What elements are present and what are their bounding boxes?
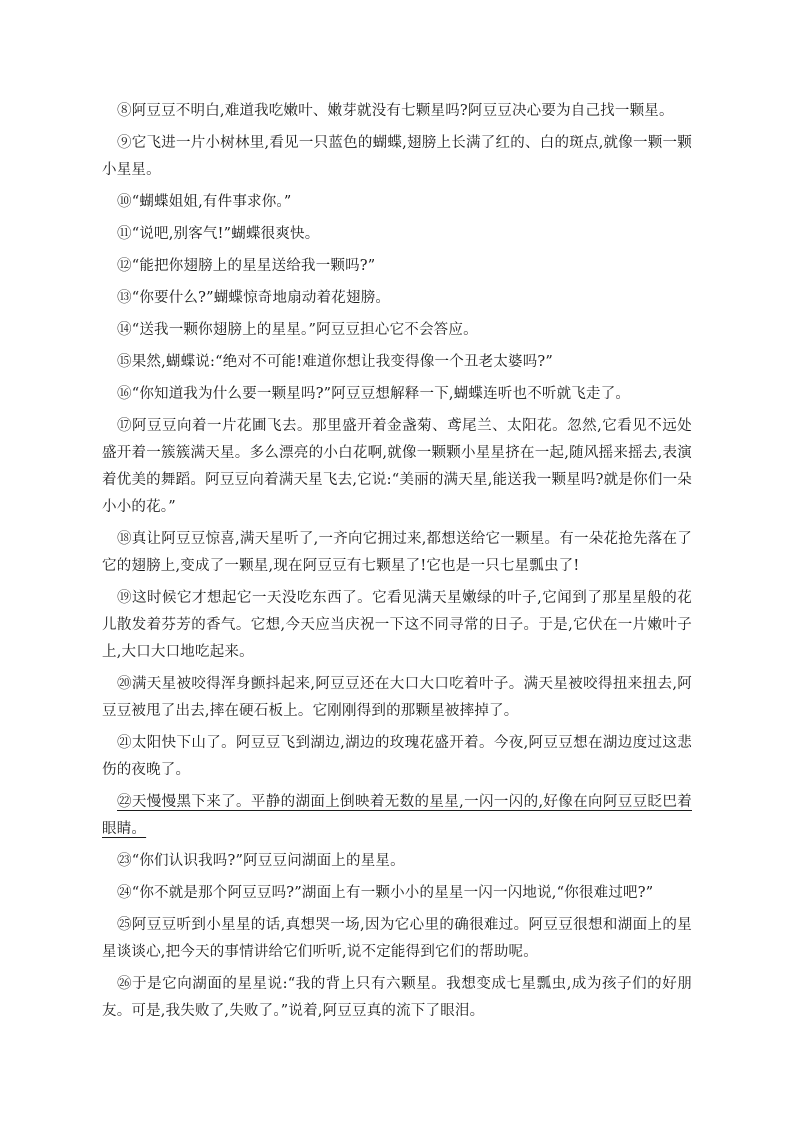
paragraph-17: ⑰阿豆豆向着一片花圃飞去。那里盛开着金盏菊、鸢尾兰、太阳花。忽然,它看见不远处盛开着一簇簇满天星。多么漂亮的小白花啊,就像一颗颗小星星挤在一起,随风摇来摇去,表演着优美的舞蹈。阿豆豆向着满天星飞去,它说:“美丽的满天星,能送我一颗星吗?就是你们一朵小小的花。”: [102, 418, 692, 515]
paragraph-9: ⑨它飞进一片小树林里,看见一只蓝色的蝴蝶,翅膀上长满了红的、白的斑点,就像一颗一颗小星星。: [102, 135, 692, 178]
paragraph-23: ㉓“你们认识我吗?”阿豆豆问湖面上的星星。: [117, 853, 405, 869]
paragraph-8: ⑧阿豆豆不明白,难道我吃嫩叶、嫩芽就没有七颗星吗?阿豆豆决心要为自己找一颗星。: [117, 103, 674, 119]
paragraph-11: ⑪“说吧,别客气!”蝴蝶很爽快。: [117, 226, 320, 242]
paragraph-16: ⑯“你知道我为什么要一颗星吗?”阿豆豆想解释一下,蝴蝶连听也不听就飞走了。: [117, 386, 631, 402]
paragraph-26: ㉖于是它向湖面的星星说:“我的背上只有六颗星。我想变成七星瓢虫,成为孩子们的好朋友。可是,我失败了,失败了。”说着,阿豆豆真的流下了眼泪。: [102, 976, 692, 1019]
paragraph-19: ⑲这时候它才想起它一天没吃东西了。它看见满天星嫩绿的叶子,它闻到了那星星般的花儿散发着芬芳的香气。它想,今天应当庆祝一下这不同寻常的日子。于是,它伏在一片嫩叶子上,大口大口地吃起来。: [102, 590, 692, 660]
paragraph-10: ⑩“蝴蝶姐姐,有件事求你。”: [117, 194, 292, 210]
paragraph-20: ⑳满天星被咬得浑身颤抖起来,阿豆豆还在大口大口吃着叶子。满天星被咬得扭来扭去,阿豆豆被甩了出去,摔在硬石板上。它刚刚得到的那颗星被摔掉了。: [102, 676, 692, 719]
paragraph-13: ⑬“你要什么?”蝴蝶惊奇地扇动着花翅膀。: [117, 290, 391, 306]
document-page: [102, 98, 692, 1030]
paragraph-18: ⑱真让阿豆豆惊喜,满天星听了,一齐向它拥过来,都想送给它一颗星。有一朵花抢先落在了它的翅膀上,变成了一颗星,现在阿豆豆有七颗星了!它也是一只七星瓢虫了!: [102, 531, 692, 574]
paragraph-22-underlined: ㉒天慢慢黑下来了。平静的湖面上倒映着无数的星星,一闪一闪的,好像在向阿豆豆眨巴着眼睛。: [102, 794, 692, 837]
paragraph-21: ㉑太阳快下山了。阿豆豆飞到湖边,湖边的玫瑰花盛开着。今夜,阿豆豆想在湖边度过这悲伤的夜晚了。: [102, 735, 692, 778]
paragraph-14: ⑭“送我一颗你翅膀上的星星。”阿豆豆担心它不会答应。: [117, 322, 478, 338]
paragraph-25: ㉕阿豆豆听到小星星的话,真想哭一场,因为它心里的确很难过。阿豆豆很想和湖面上的星星谈谈心,把今天的事情讲给它们听听,说不定能得到它们的帮助呢。: [102, 917, 692, 960]
paragraph-15: ⑮果然,蝴蝶说:“绝对不可能!难道你想让我变得像一个丑老太婆吗?”: [117, 354, 554, 370]
paragraph-12: ⑫“能把你翅膀上的星星送给我一颗吗?”: [117, 258, 376, 274]
paragraph-24: ㉔“你不就是那个阿豆豆吗?”湖面上有一颗小小的星星一闪一闪地说,“你很难过吧?”: [117, 885, 654, 901]
